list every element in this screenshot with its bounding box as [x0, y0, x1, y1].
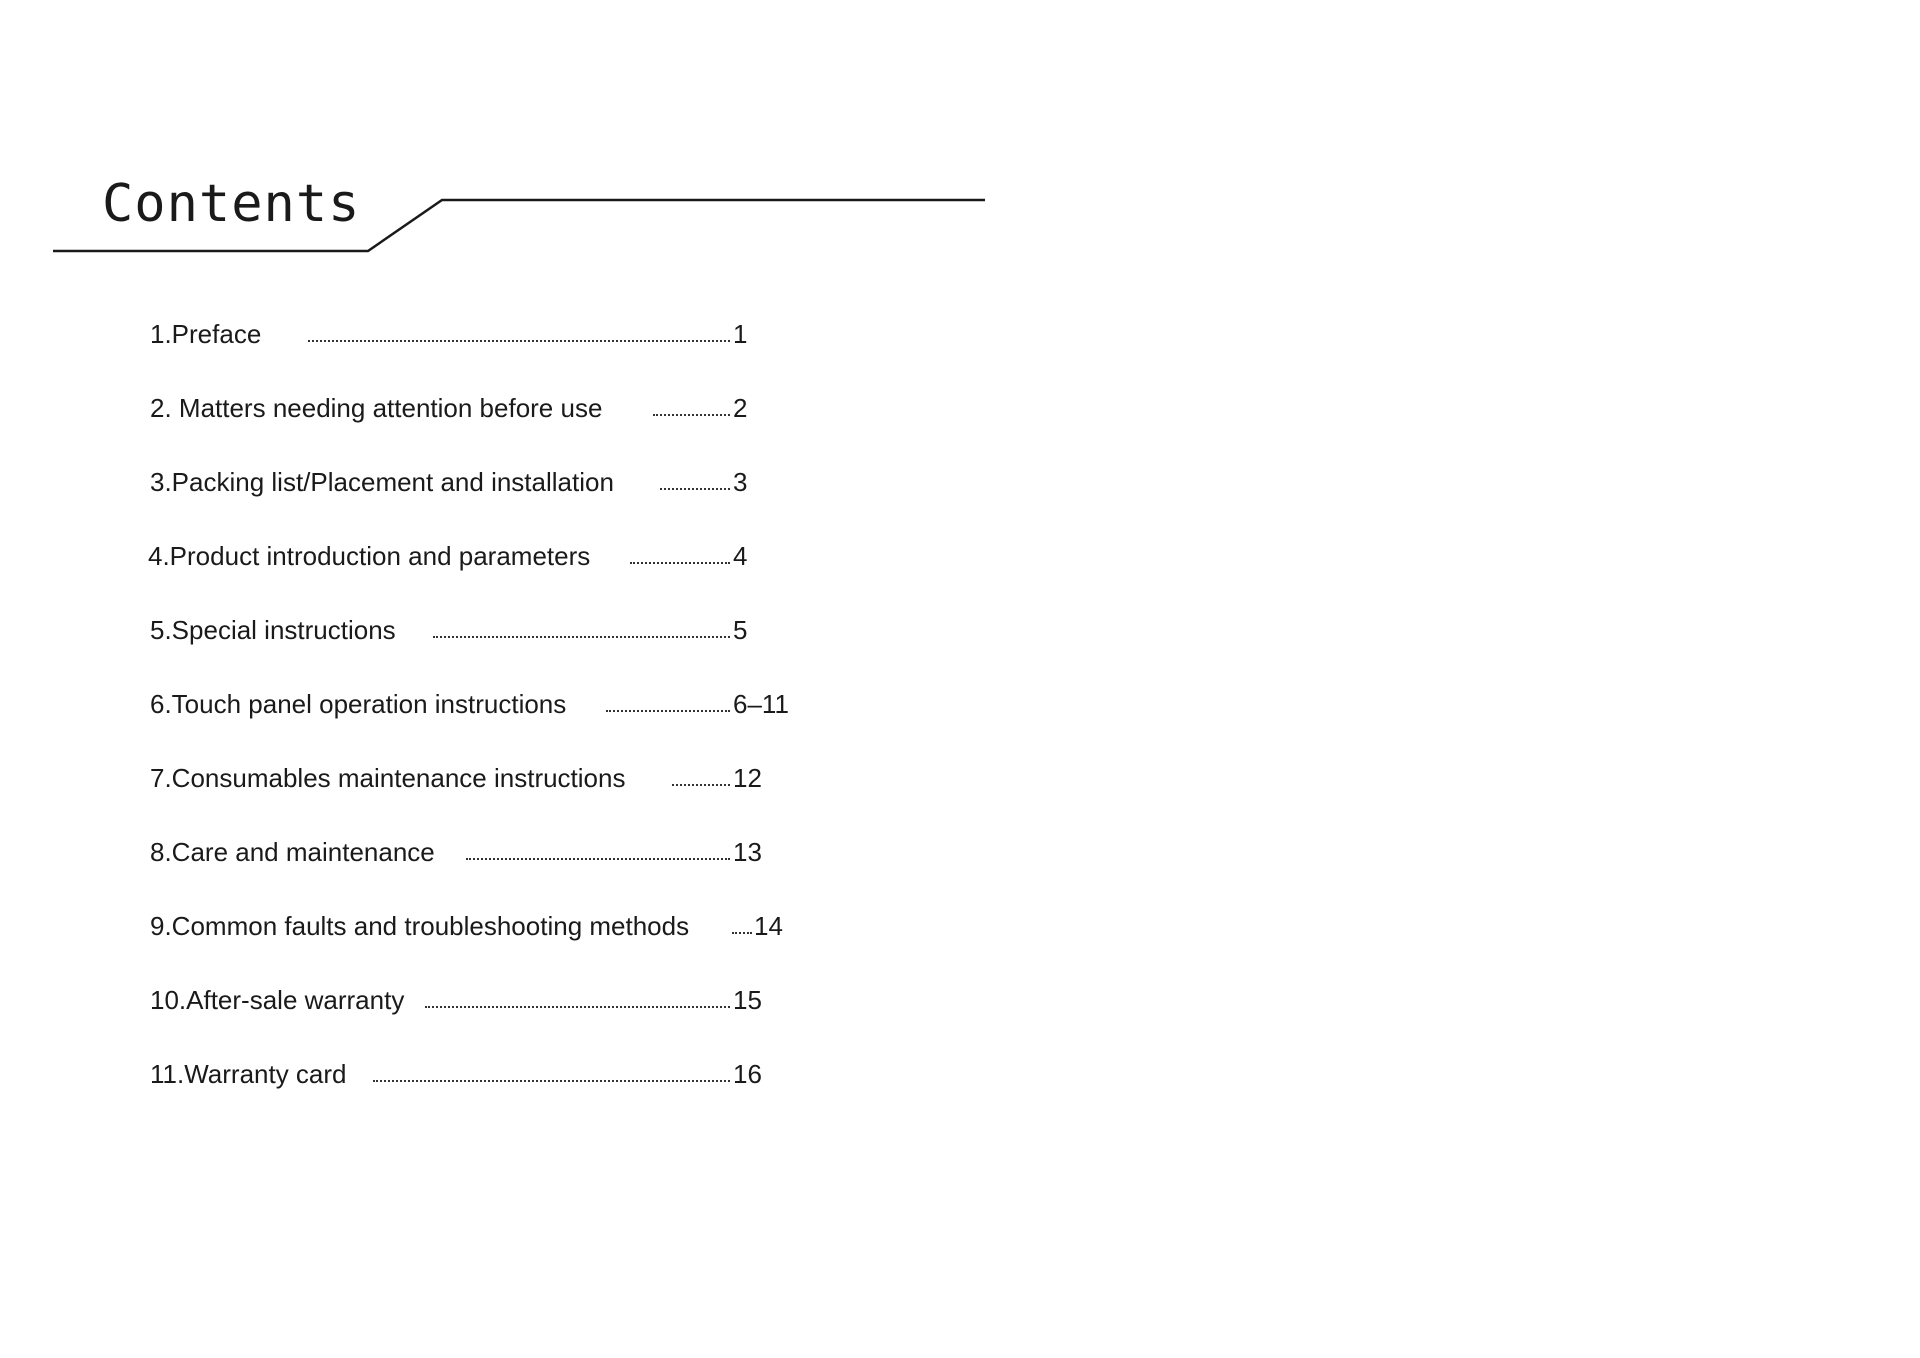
toc-dot-leader	[373, 1080, 730, 1082]
toc-item-label: 7.Consumables maintenance instructions	[150, 763, 626, 793]
toc-dot-leader	[466, 858, 730, 860]
toc-item-page: 16	[733, 1059, 762, 1089]
toc-item-page: 13	[733, 837, 762, 867]
toc-item-page: 1	[733, 319, 748, 349]
toc-item-label: 9.Common faults and troubleshooting methods	[150, 911, 690, 941]
toc-item-page: 4	[733, 541, 748, 571]
toc-dot-leader	[660, 488, 730, 490]
toc-dot-leader	[606, 710, 730, 712]
toc-item-page: 6–11	[733, 689, 789, 719]
toc-item-label: 2. Matters needing attention before use	[150, 393, 603, 423]
toc-dot-leader	[653, 414, 730, 416]
toc-item-page: 3	[733, 467, 748, 497]
toc-item-page: 15	[733, 985, 762, 1015]
toc-item-page: 5	[733, 615, 748, 645]
toc-item-page: 14	[754, 911, 783, 941]
toc-dot-leader	[672, 784, 730, 786]
toc-item-label: 1.Preface	[150, 319, 262, 349]
toc-dot-leader	[425, 1006, 730, 1008]
toc-item-label: 5.Special instructions	[150, 615, 396, 645]
page-title: Contents	[102, 174, 361, 234]
toc-item-label: 10.After-sale warranty	[150, 985, 405, 1015]
toc-dot-leader	[732, 932, 752, 934]
toc-item-label: 11.Warranty card	[150, 1059, 347, 1089]
toc-item-label: 4.Product introduction and parameters	[148, 541, 591, 571]
toc-item-page: 12	[733, 763, 762, 793]
toc-item-page: 2	[733, 393, 748, 423]
toc-dot-leader	[308, 340, 730, 342]
toc-item-label: 8.Care and maintenance	[150, 837, 435, 867]
toc-dot-leader	[630, 562, 730, 564]
toc-dot-leader	[433, 636, 730, 638]
toc-item-label: 6.Touch panel operation instructions	[150, 689, 567, 719]
toc-item-label: 3.Packing list/Placement and installation	[150, 467, 614, 497]
